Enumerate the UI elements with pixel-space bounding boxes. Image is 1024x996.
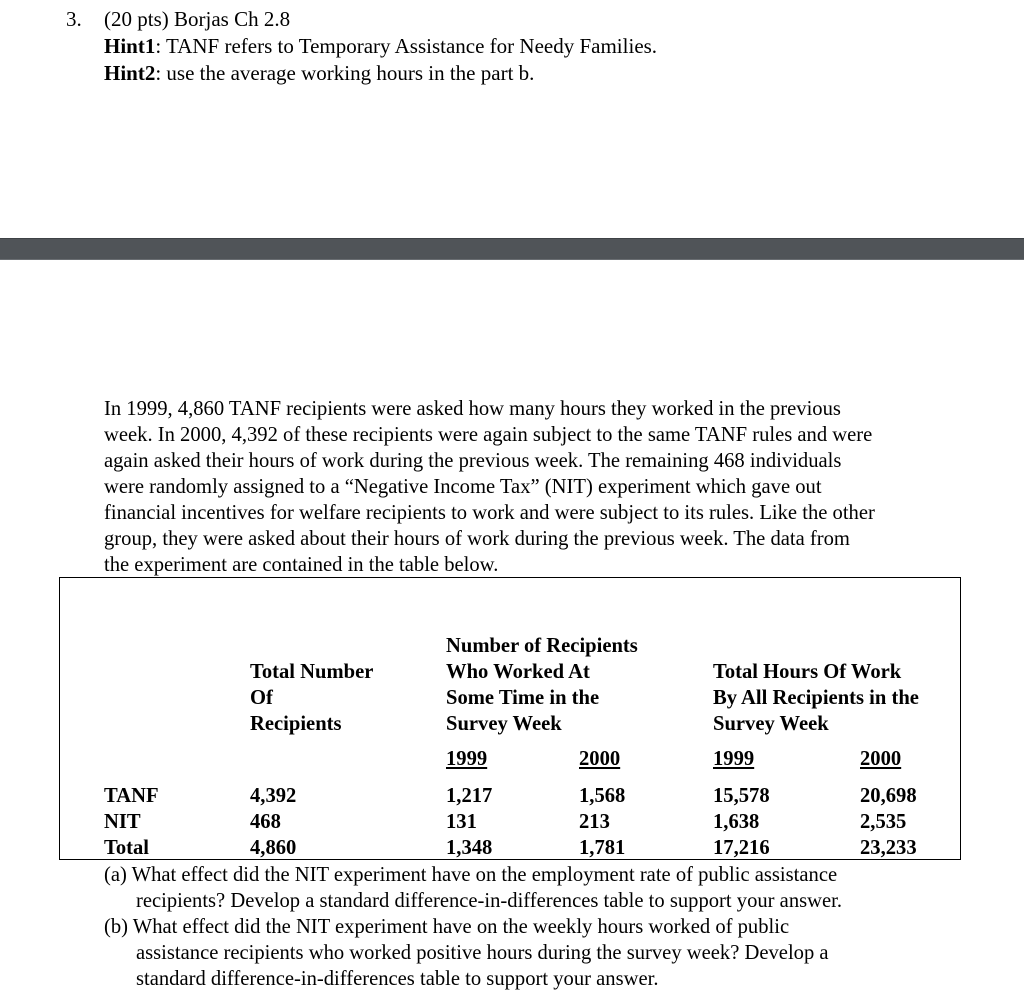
- paragraph-line: were randomly assigned to a “Negative Income Tax” (NIT) experiment which gave out: [104, 476, 822, 498]
- header-number-worked: Some Time in the: [446, 687, 600, 709]
- header-number-worked: Who Worked At: [446, 661, 590, 683]
- year-header-hours-2000: 2000: [860, 748, 902, 770]
- paragraph-line: the experiment are contained in the table below.: [104, 554, 499, 576]
- paragraph-line: week. In 2000, 4,392 of these recipients were again subject to the same TANF rules and were: [104, 424, 873, 446]
- header-total-number: Recipients: [250, 713, 342, 735]
- table-cell: 23,233: [860, 837, 917, 859]
- table-cell: 1,217: [446, 785, 493, 807]
- hint2-line: [104, 60, 534, 86]
- hint1-text: : TANF refers to Temporary Assistance for Needy Families.: [155, 34, 658, 58]
- table-cell: 1,568: [579, 785, 626, 807]
- hint2-label: Hint2: [104, 61, 156, 85]
- problem-paragraph: [104, 396, 964, 578]
- question-number: 3.: [66, 7, 82, 31]
- question-title: (20 pts) Borjas Ch 2.8: [104, 7, 291, 31]
- sub-questions: [104, 862, 842, 992]
- table-cell: 468: [250, 811, 281, 833]
- paragraph-line: financial incentives for welfare recipients to work and were subject to its rules. Like the other: [104, 502, 875, 524]
- hint1-line: [104, 33, 657, 59]
- header-number-worked: Survey Week: [446, 713, 562, 735]
- header-total-hours: Survey Week: [713, 713, 829, 735]
- table-cell: 1,348: [446, 837, 493, 859]
- table-cell: 17,216: [713, 837, 770, 859]
- table-cell: 20,698: [860, 785, 917, 807]
- header-number-worked: Number of Recipients: [446, 635, 638, 657]
- year-header-worked-1999: 1999: [446, 748, 488, 770]
- year-header-hours-1999: 1999: [713, 748, 755, 770]
- table-cell: 4,860: [250, 837, 297, 859]
- paragraph-line: In 1999, 4,860 TANF recipients were asked how many hours they worked in the previous: [104, 398, 841, 420]
- header-total-number: Of: [250, 687, 273, 709]
- header-total-hours: By All Recipients in the: [713, 687, 919, 709]
- header-total-hours: Total Hours Of Work: [713, 661, 902, 683]
- table-cell: 15,578: [713, 785, 770, 807]
- hint2-text: : use the average working hours in the part b.: [155, 61, 535, 85]
- year-header-worked-2000: 2000: [579, 748, 621, 770]
- paragraph-line: again asked their hours of work during the previous week. The remaining 468 individuals: [104, 450, 842, 472]
- table-cell: 4,392: [250, 785, 297, 807]
- row-label-tanf: TANF: [104, 785, 159, 807]
- question-b-line: assistance recipients who worked positive hours during the survey week? Develop a: [136, 942, 829, 964]
- paragraph-line: group, they were asked about their hours of work during the previous week. The data from: [104, 528, 850, 550]
- hint1-label: Hint1: [104, 34, 156, 58]
- table-cell: 1,781: [579, 837, 626, 859]
- row-label-nit: NIT: [104, 811, 141, 833]
- table-cell: 2,535: [860, 811, 907, 833]
- header-total-number: Total Number: [250, 661, 374, 683]
- row-label-total: Total: [104, 837, 150, 859]
- page-divider: [0, 238, 1024, 260]
- question-b-line: standard difference-in-differences table to support your answer.: [136, 968, 659, 990]
- question-a-line: (a) What effect did the NIT experiment have on the employment rate of public assistance: [104, 864, 838, 886]
- question-b-line: (b) What effect did the NIT experiment have on the weekly hours worked of public: [104, 916, 790, 938]
- table-cell: 1,638: [713, 811, 760, 833]
- table-cell: 213: [579, 811, 610, 833]
- table-cell: 131: [446, 811, 477, 833]
- question-a-line: recipients? Develop a standard difference-in-differences table to support your answer.: [136, 890, 843, 912]
